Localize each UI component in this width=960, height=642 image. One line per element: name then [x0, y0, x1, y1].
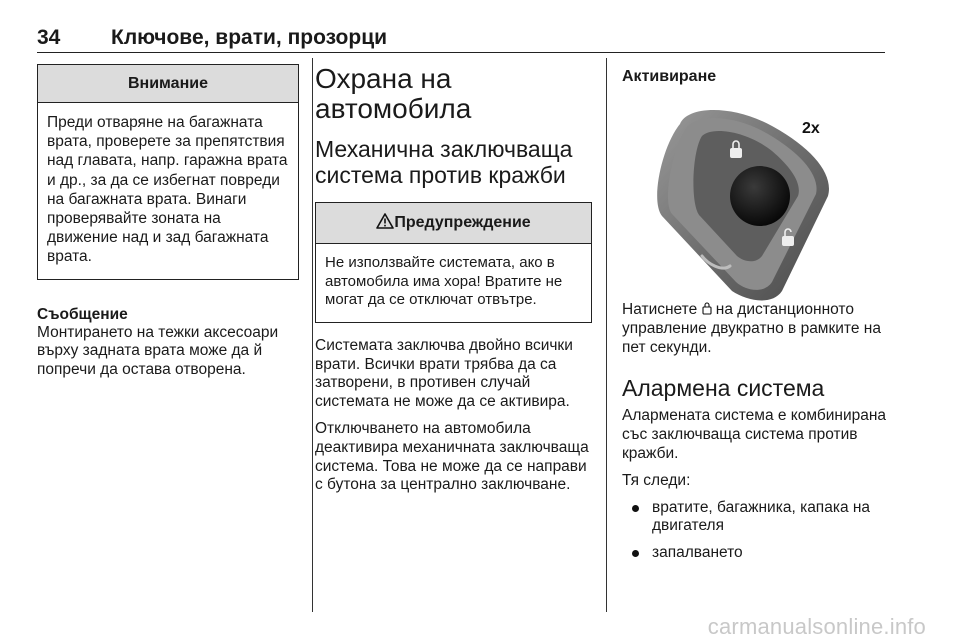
- paragraph: Системата заключва двойно всички врати. Всички врати трябва да са затворени, в противен случай системата не може да се активира.: [315, 336, 573, 411]
- watermark: carmanualsonline.info: [707, 614, 926, 639]
- column-right: [622, 64, 890, 571]
- instruction-text-end: на дистанционното управление двукратно в рамките на пет секунди.: [622, 301, 881, 356]
- list-item: вратите, багажника, капака на двигателя: [622, 499, 890, 537]
- activation-title: Активиране: [622, 68, 717, 85]
- column-divider: [312, 58, 313, 612]
- list-item: запалването: [622, 544, 890, 563]
- subsection-title: Механична заключваща система против кражби: [315, 136, 573, 188]
- warning-text: Не използвайте системата, ако в автомобила има хора! Вратите не могат да се отключат отвътре.: [325, 254, 563, 309]
- column-divider: [606, 58, 607, 612]
- press-twice-label: 2x: [802, 120, 820, 137]
- page-number: 34: [37, 26, 61, 49]
- column-middle: [315, 64, 592, 495]
- warning-header: [316, 203, 591, 244]
- paragraph: Отключването на автомобила деактивира механичната заключваща система. Това не може да се направи с бутона за централно заключване.: [315, 419, 589, 494]
- keyfob-illustration: [622, 96, 890, 301]
- page-header: [37, 24, 885, 53]
- alarm-text: Алармената система е комбинирана със заключваща система против кражби.: [622, 407, 887, 462]
- keyfob-figure: [622, 96, 890, 301]
- column-left: [37, 64, 299, 379]
- warning-title: Предупреждение: [394, 214, 531, 231]
- notice-title: Внимание: [38, 65, 298, 103]
- note-text: Монтирането на тежки аксесоари върху задната врата може да й попречи да остава отворена.: [37, 323, 279, 378]
- monitored-list: [622, 499, 890, 563]
- running-title: Ключове, врати, прозорци: [111, 26, 388, 49]
- warning-box: [315, 202, 592, 323]
- instruction-text-start: Натиснете: [622, 301, 702, 318]
- notice-text: Преди отваряне на багажната врата, проверете за препятствия над главата, напр. гаражна врата и др., за да се избегнат повреди на багажната врата. Винаги проверявайте зоната на движение над и зад багажната врата.: [47, 114, 288, 266]
- section-title: Охрана на автомобила: [315, 63, 472, 124]
- warning-triangle-icon: [376, 213, 394, 234]
- notice-box: [37, 64, 299, 280]
- activation-instruction: [622, 301, 890, 357]
- lock-icon: [702, 302, 712, 315]
- alarm-title: Алармена система: [622, 375, 825, 402]
- monitors-label: Тя следи:: [622, 471, 691, 489]
- note-title: Съобщение: [37, 305, 128, 323]
